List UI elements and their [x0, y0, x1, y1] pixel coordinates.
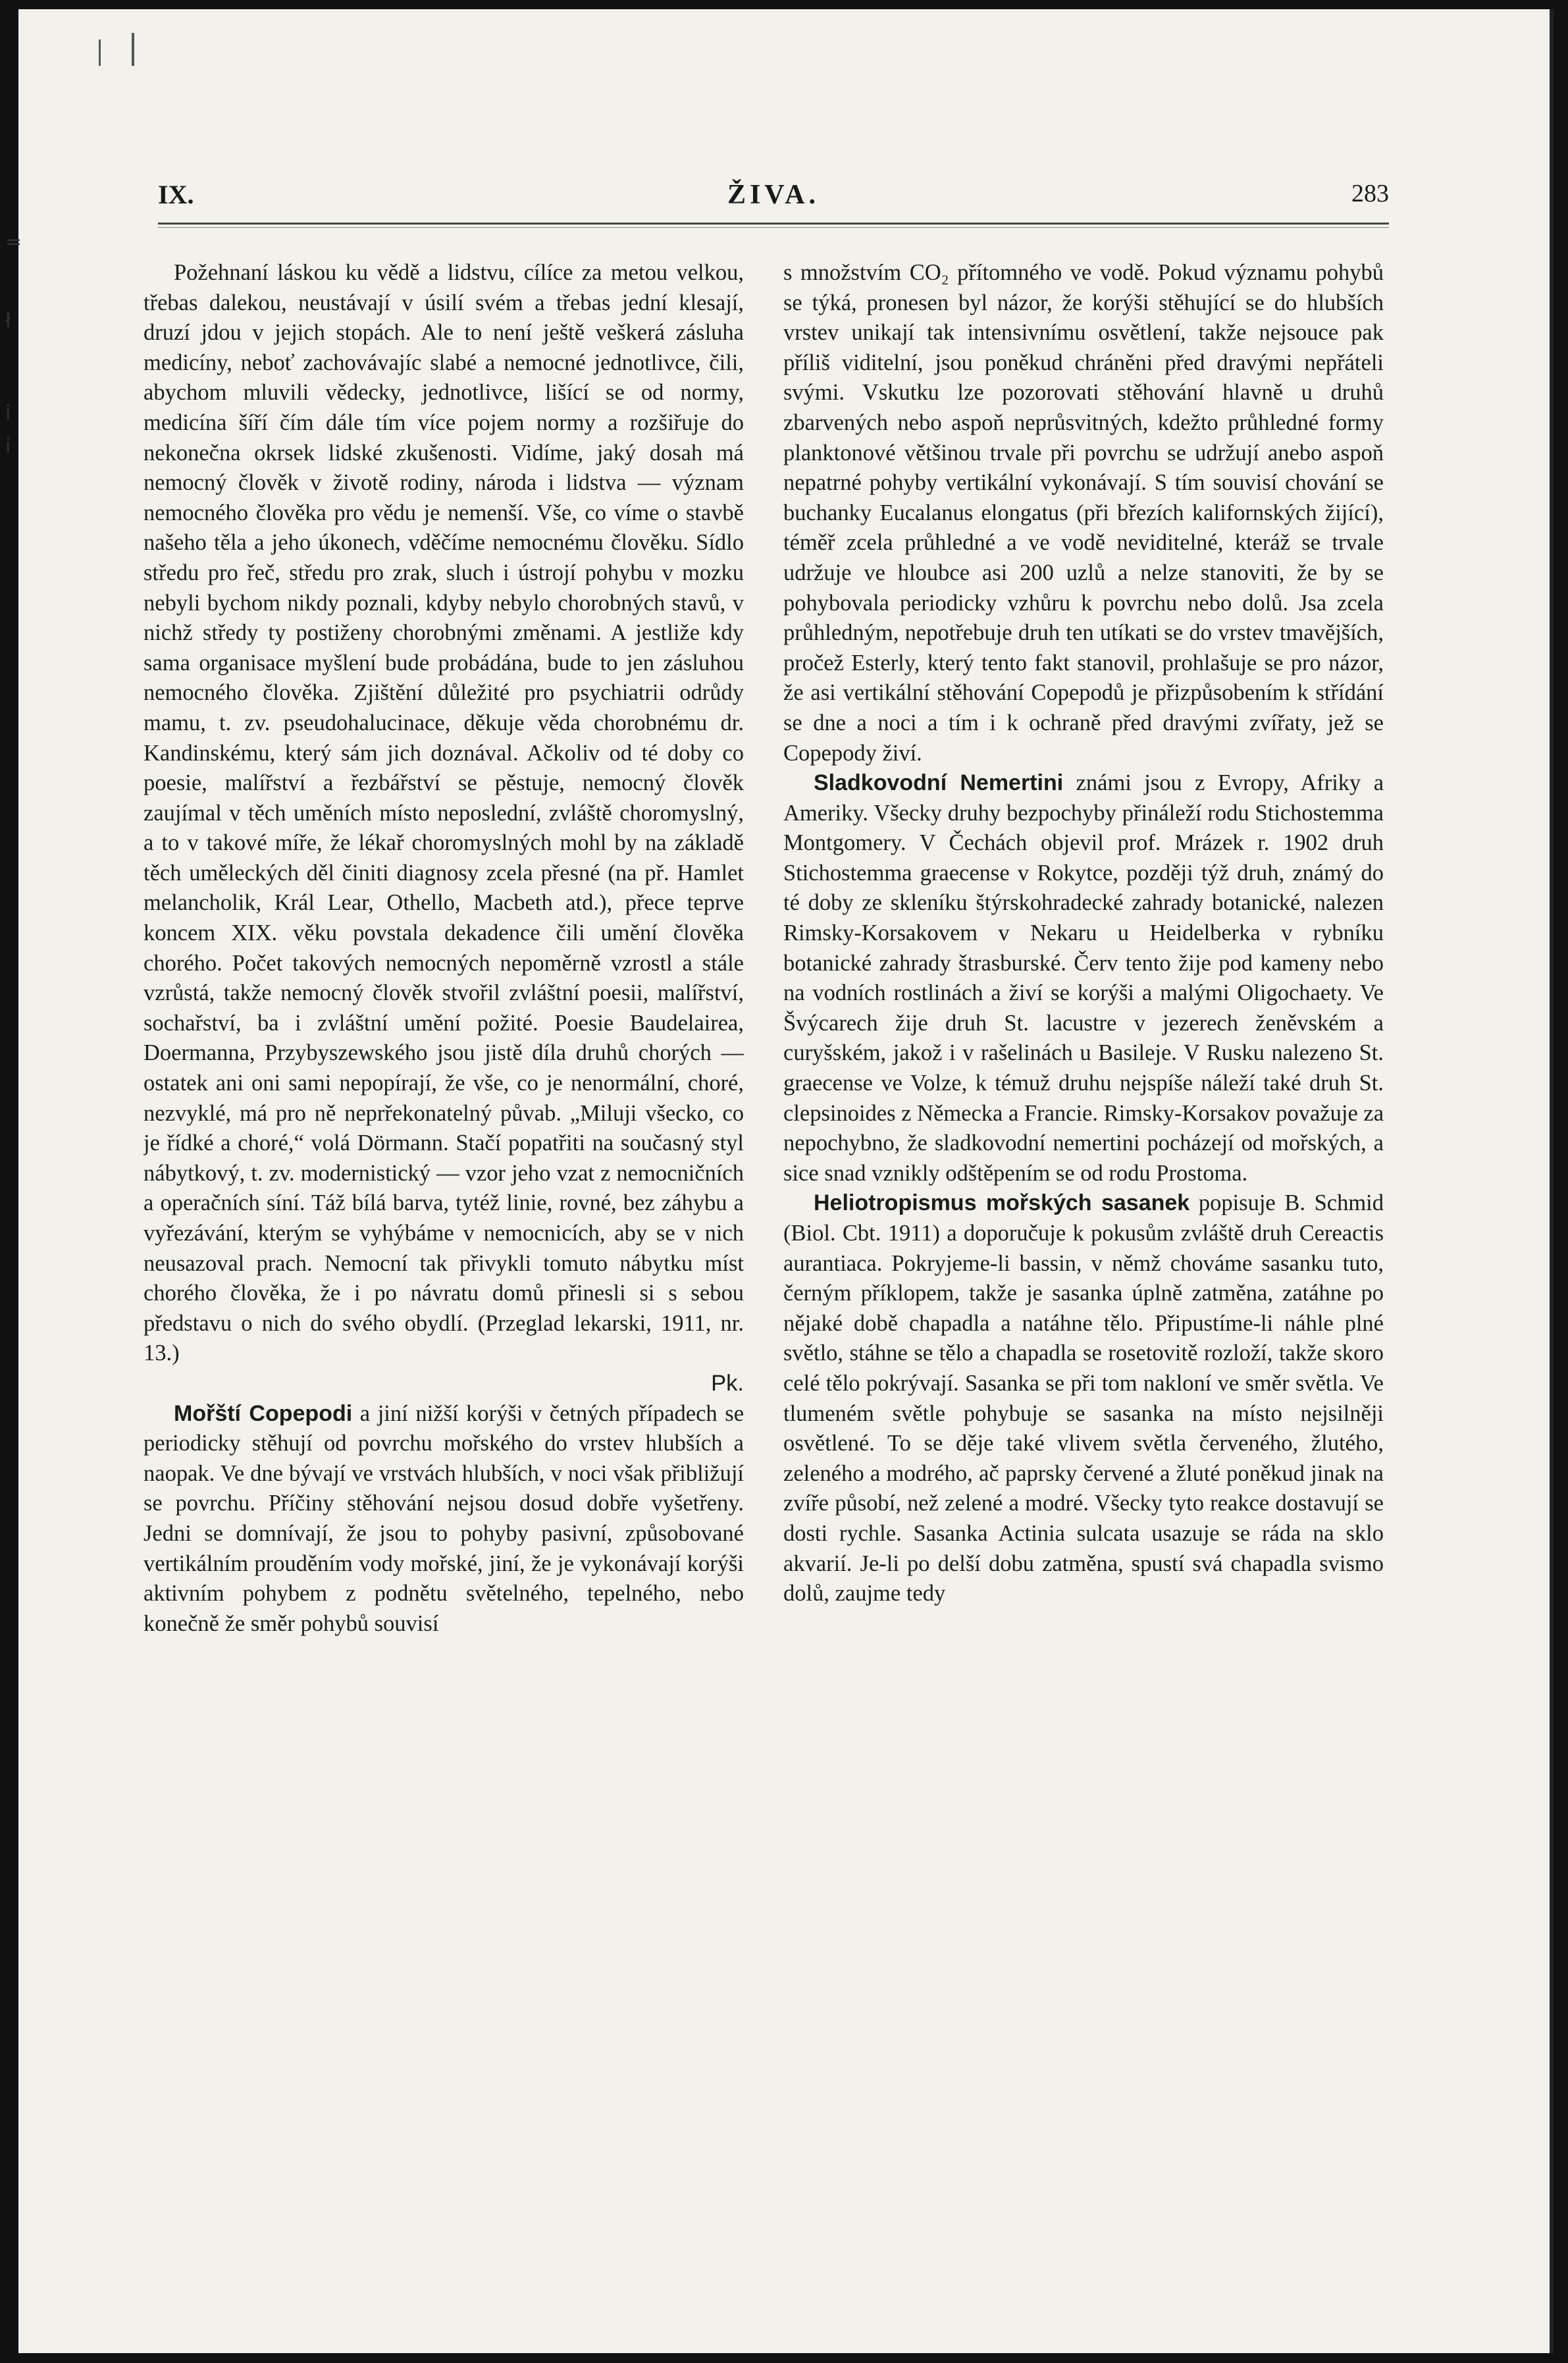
- article-paragraph: [783, 258, 1384, 768]
- margin-mark: i: [5, 435, 11, 458]
- right-column: [783, 258, 1384, 2260]
- paragraph-text: známi jsou z Evropy, Afriky a Ameriky. Všecky druhy bezpochyby přináleží rodu Stichostemma Montgomery. V Čechách objevil prof. Mrázek r. 1902 druh Stichostemma graecense v Rokytce, později týž druh, známý do té doby ze skleníku štýrskohradecké zahrady botanické, nalezen Rimsky-Korsakovem v Nekaru u Heidelberka v rybníku botanické zahrady štrasburské. Červ tento žije pod kameny nebo na vodních rostlinách a živí se korýši a malými Oligochaety. Ve Švýcarech žije druh St. lacustre v jezerech ženěvském a curyšském, jakož i v rašelinách u Basileje. V Rusku nalezeno St. graecense ve Volze, k témuž druhu nejspíše náleží také druh St. clepsinoides z Německa a Francie. Rimsky-Korsakov považuje za nepochybno, že sladkovodní nemertini pocházejí od mořských, a sice snad vznikly odštěpením se od rodu Prostoma.: [783, 770, 1384, 1186]
- header-rule-thin: [158, 227, 1389, 228]
- journal-title: ŽIVA.: [727, 180, 820, 210]
- header-rule: [158, 223, 1389, 225]
- paragraph-text: popisuje B. Schmid (Biol. Cbt. 1911) a doporučuje k pokusům zvláště druh Cereactis aurantiaca. Pokryjeme-li bassin, v němž chováme sasanku tuto, černým příklopem, takže je sasanka úplně zatměna, zatáhne po nějaké době chapadla a natáhne tělo. Připustíme-li náhle plné světlo, stáhne se tělo a chapadla se rosetovitě rozloží, takže skoro celé tělo pokrývají. Sasanka se při tom nakloní ve směr světla. Ve tlumeném světle pohybuje se sasanka na místo nejsilněji osvětlené. To se děje také vlivem světla červeného, žlutého, zeleného a modrého, ač paprsky červené a žluté poněkud jinak na zvíře působí, než zelené a modré. Všecky tyto reakce dostavují se dosti rychle. Sasanka Actinia sulcata usazuje se ráda na sklo akvarií. Je-li po delší dobu zatměna, spustí svá chapadla svismo dolů, zaujme tedy: [783, 1190, 1384, 1606]
- paragraph-text: Požehnaní láskou ku vědě a lidstvu, cílíce za metou velkou, třebas dalekou, neustávají v úsilí svém a třebas jední klesají, druzí jdou v jejich stopách. Ale to není ještě veškerá zásluha medicíny, neboť zachovávajíc slabé a nemocné jednotlivce, čili, abychom mluvili vědecky, jednotlivce, lišící se od normy, medicína šíří čím dále tím více pojem normy a rozšiřuje do nekonečna okrsek lidské zkušenosti. Vidíme, jaký dosah má nemocný člověk v životě rodiny, národa i lidstva — význam nemocného člověka pro vědu je nemenší. Vše, co víme o stavbě našeho těla a jeho úkonech, vděčíme nemocnému člověku. Sídlo středu pro řeč, středu pro zrak, sluch i ústrojí pohybu v mozku nebyli bychom nikdy poznali, kdyby nebylo chorobných stavů, v nichž středy ty postiženy chorobnými změnami. A jestliže kdy sama organisace myšlení bude probádána, bude to jen zásluhou nemocného člověka. Zjištění důležité pro psychiatrii odrůdy mamu, t. zv. pseudohalucinace, děkuje věda chorobnému dr. Kandinskému, který sám jich doznával. Ačkoliv od té doby co poesie, malířství a řezbářství se pěstuje, nemocný člověk zaujímal v těch uměních místo neposlední, zvláště choromyslný, a to v takové míře, že lékař choromyslných mohl by na základě těch uměleckých děl činiti diagnosy zcela přesné (na př. Hamlet melancholik, Král Lear, Othello, Macbeth atd.), přece teprve koncem XIX. věku povstala dekadence čili umění člověka chorého. Počet takových nemocných nepoměrně vzrostl a stále vzrůstá, takže nemocný člověk stvořil zvláštní poesii, malířství, sochařství, ba i zvláštní umění požité. Poesie Baudelairea, Doermanna, Przybyszewského jsou jistě díla druhů chorých — ostatek ani oni sami nepopírají, že vše, co je nenormální, choré, nezvyklé, má pro ně neprřekonatelný půvab. „Miluji všecko, co je řídké a choré,“ volá Dörmann. Stačí popatřiti na současný styl nábytkový, t. zv. modernistický — vzor jeho vzat z nemocničních a operačních síní. Táž bílá barva, tytéž linie, rovné, bez záhybu a vyřezávání, kterým se vyhýbáme v nemocnicích, aby se v nich neusazoval prach. Nemocní tak přivykli tomuto nábytku míst chorého člověka, že i po návratu domů přinesli si s sebou představu o nich do svého obydlí. (Przeglad lekarski, 1911, nr. 13.): [144, 260, 744, 1366]
- page-header: [158, 179, 1389, 219]
- left-column: [144, 258, 744, 2260]
- margin-mark: i: [5, 402, 11, 425]
- author-signature: Pk.: [711, 1370, 744, 1396]
- section-title: Heliotropismus mořských sasanek: [814, 1190, 1190, 1216]
- page-number: 283: [1351, 180, 1389, 207]
- volume-number: IX.: [158, 180, 194, 209]
- paragraph-text: s množstvím CO₂ přítomného ve vodě. Pokud významu pohybů se týká, pronesen byl názor, že korýši stěhující se do hlubších vrstev unikají tak intensivnímu osvětlení, takže nejsouce pak příliš viditelní, jsou poněkud chráněni před dravými nepřáteli svými. Vskutku lze pozorovati stěhování hlavně u druhů zbarvených nebo aspoň neprůsvitných, kdežto průhledné formy planktonové většinou trvale při povrchu se udržují anebo aspoň nepatrné pohyby vertikální vykonávají. S tím souvisí chování se buchanky Eucalanus elongatus (při březích kalifornských žijící), téměř zcela průhledné a ve vodě neviditelné, kteráž se trvale udržuje ve hloubce asi 200 uzlů a nelze stanoviti, že by se pohybovala periodicky vzhůru k povrchu nebo dolů. Jsa zcela průhledným, nepotřebuje druh ten utíkati se do vrstev tmavějších, pročež Esterly, který tento fakt stanovil, prohlašuje se pro názor, že asi vertikální stěhování Copepodů je přizpůsobením k střídání se dne a noci a tím i k ochraně před dravými zvířaty, jež se Copepody živí.: [783, 260, 1384, 766]
- section-title: Sladkovodní Nemertini: [814, 770, 1064, 796]
- section-title: Mořští Copepodi: [174, 1400, 353, 1426]
- margin-mark: ł: [5, 309, 11, 332]
- scan-smudge: [99, 40, 101, 66]
- margin-mark: =: [5, 230, 22, 253]
- article-paragraph: [144, 1399, 744, 1639]
- article-paragraph: [144, 258, 744, 1399]
- paragraph-text: a jiní nižší korýši v četných případech se periodicky stěhují od povrchu mořského do vrstev hlubších a naopak. Ve dne bývají ve vrstvách hlubších, v noci však přibližují se povrchu. Příčiny stěhování nejsou dosud dobře vyšetřeny. Jedni se domnívají, že jsou to pohyby pasivní, způsobované vertikálním prouděním vody mořské, jiní, že je vykonávají korýši aktivním pohybem z podnětu světelného, tepelného, nebo konečně že směr pohybů souvisí: [144, 1400, 744, 1636]
- article-paragraph: [783, 768, 1384, 1188]
- article-paragraph: [783, 1188, 1384, 1608]
- scan-smudge: [132, 33, 134, 66]
